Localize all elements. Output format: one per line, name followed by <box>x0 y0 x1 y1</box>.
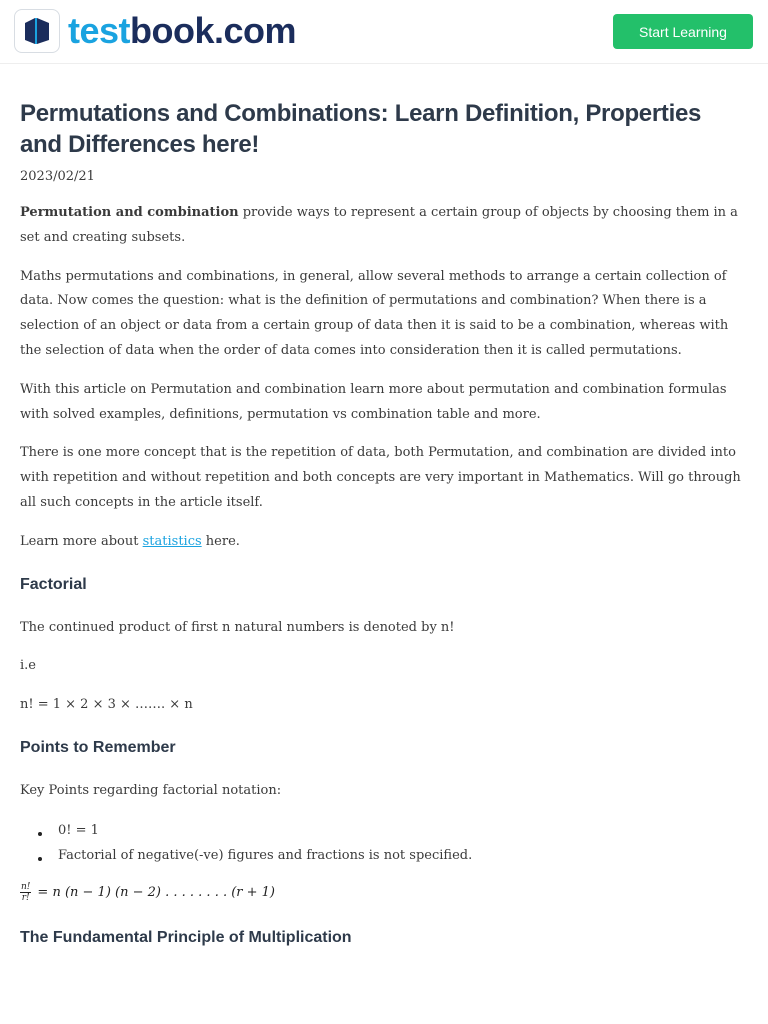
points-intro: Key Points regarding factorial notation: <box>20 782 282 798</box>
testbook-logo-icon <box>14 9 60 53</box>
formula-denominator: r! <box>21 893 30 904</box>
paragraph-repetition: There is one more concept that is the repetition of data, both Permutation, and combination are divided into with repetition and without repetition and both concepts are very important in Mathematics. Will go through all such concepts in the article itself. <box>20 445 741 510</box>
learn-more-prefix: Learn more about <box>20 533 143 549</box>
logo-wordmark-part2: book.com <box>130 10 297 51</box>
list-item: Factorial of negative(-ve) figures and fractions is not specified. <box>58 843 748 868</box>
logo-wordmark-part1: test <box>68 10 131 51</box>
start-learning-button[interactable]: Start Learning <box>613 14 753 49</box>
logo-wordmark <box>68 9 296 53</box>
permutation-ratio-formula <box>20 880 748 906</box>
learn-more-suffix: here. <box>201 533 240 549</box>
factorial-formula: n! = 1 × 2 × 3 × ……. × n <box>20 697 193 713</box>
article-body <box>20 98 748 948</box>
factorial-ie: i.e <box>20 658 36 674</box>
formula-numerator: n! <box>21 882 31 893</box>
fundamental-principle-heading: The Fundamental Principle of Multiplication <box>20 928 352 946</box>
paragraph-definition: Maths permutations and combinations, in general, allow several methods to arrange a certain collection of data. Now comes the question: what is the definition of permutations and combination? When there is a selection of an object or data from a certain group of data then it is said to be a combination, whereas with the selection of data when the order of data comes into consideration then it is called permutations. <box>20 268 729 358</box>
site-header <box>0 0 768 64</box>
factorial-heading: Factorial <box>20 575 87 593</box>
intro-text: provide ways to represent a certain group of objects by choosing them in a set and creating subsets. <box>20 205 738 245</box>
intro-paragraph <box>20 201 748 251</box>
statistics-link[interactable]: statistics <box>142 533 202 549</box>
paragraph-article-overview: With this article on Permutation and combination learn more about permutation and combination formulas with solved examples, definitions, permutation vs combination table and more. <box>20 381 727 422</box>
article-title: Permutations and Combinations: Learn Definition, Properties and Differences here! <box>20 100 702 158</box>
factorial-definition: The continued product of first n natural numbers is denoted by n! <box>20 619 455 635</box>
intro-bold-term: Permutation and combination <box>20 205 239 220</box>
points-list <box>20 818 748 868</box>
testbook-logo[interactable] <box>14 9 296 53</box>
points-heading: Points to Remember <box>20 738 176 756</box>
article-date: 2023/02/21 <box>20 169 95 184</box>
formula-fraction <box>20 882 31 903</box>
formula-expansion: = n (n − 1) (n − 2) . . . . . . . . (r + 1) <box>37 885 276 901</box>
learn-more-line <box>20 530 748 555</box>
list-item: 0! = 1 <box>58 818 748 843</box>
